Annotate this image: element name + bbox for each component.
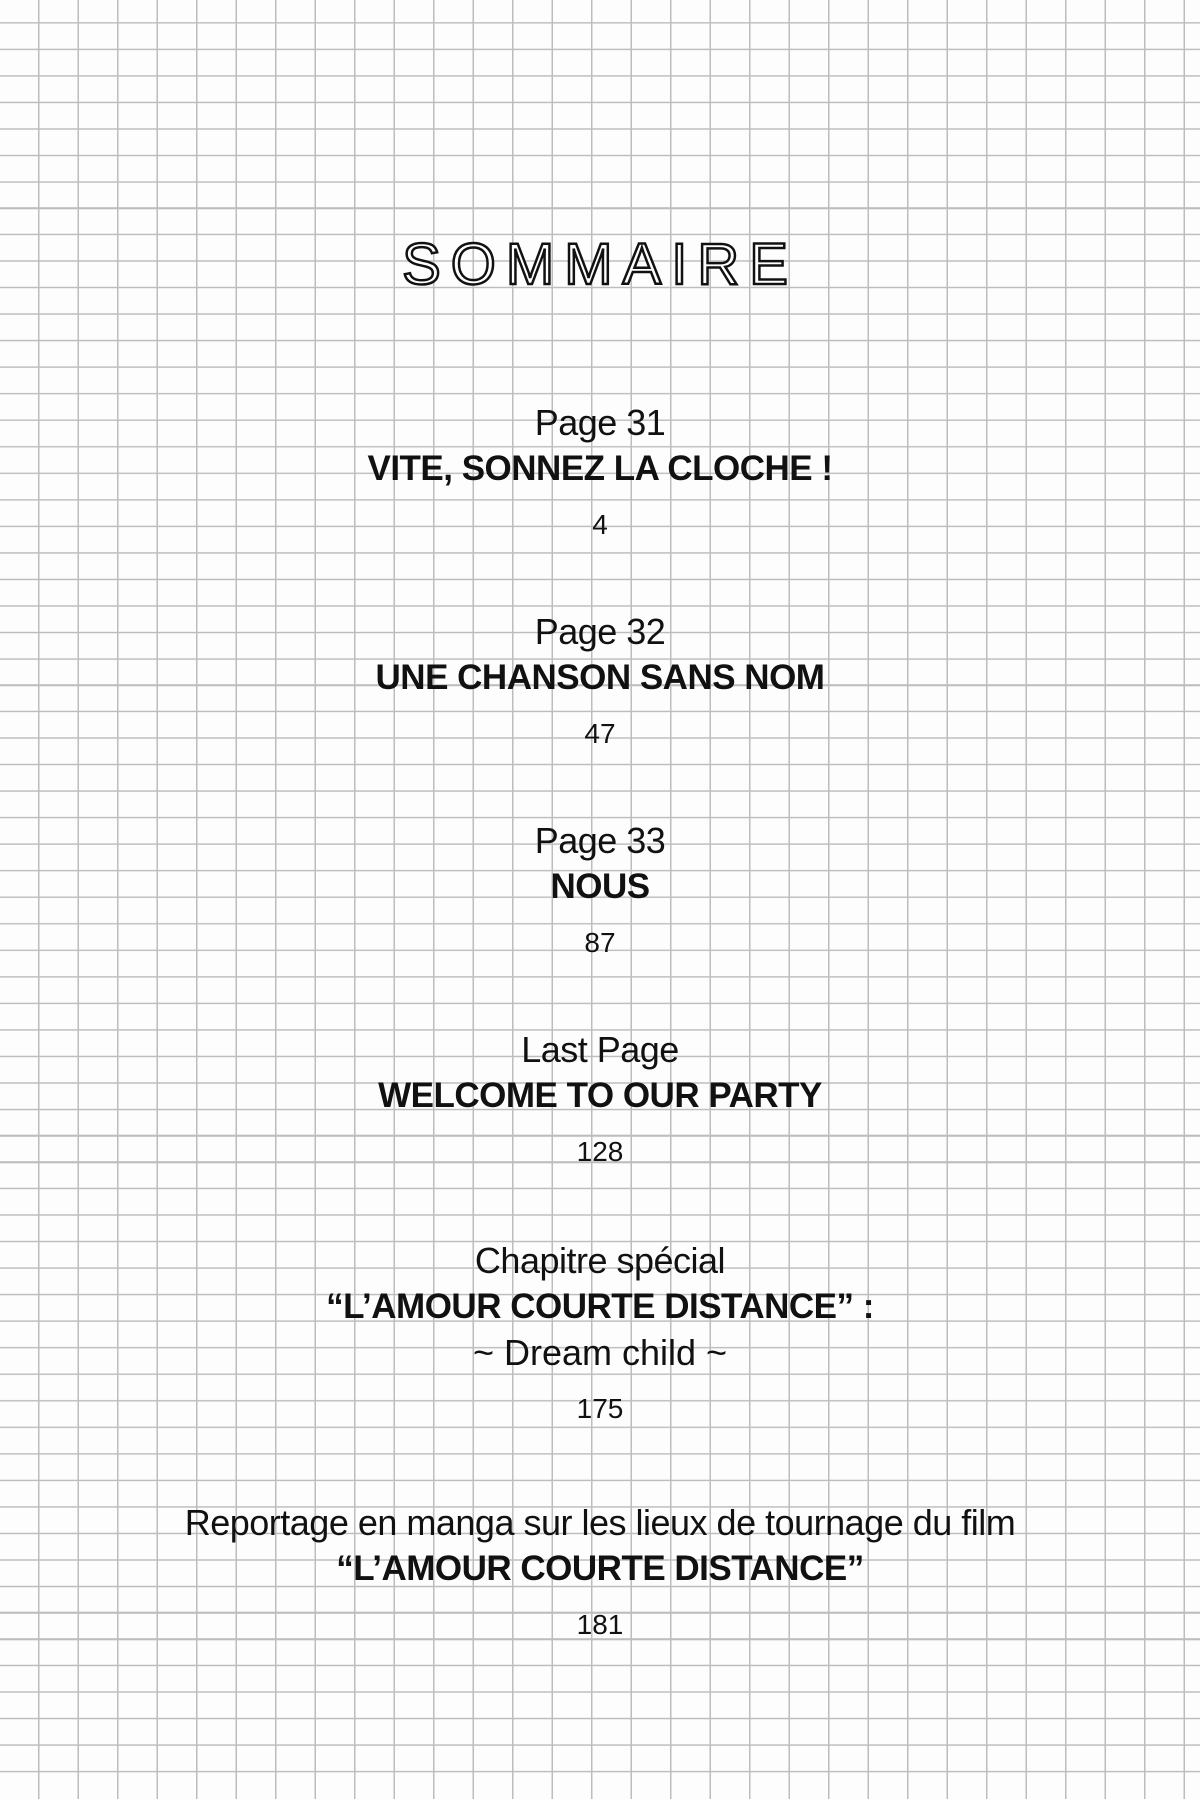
toc-entry-label: Page 32 [534,611,666,652]
toc-entry-page-number: 175 [576,1393,624,1424]
toc-entry-5 [0,1238,1200,1426]
page-title: SOMMAIRE [402,232,798,297]
toc-entry-3 [0,818,1200,960]
toc-entry-2 [0,609,1200,751]
toc-entry-4 [0,1027,1200,1169]
toc-entry-page-number: 128 [576,1136,624,1167]
toc-entry-label: Page 31 [534,402,666,443]
toc-entry-label: Page 33 [534,820,666,861]
toc-entry-1 [0,400,1200,542]
toc-entry-subtitle: ~ Dream child ~ [472,1332,728,1373]
toc-entry-label: Reportage en manga sur les lieux de tournage du film [184,1502,1016,1543]
toc-entry-page-number: 4 [592,509,608,540]
toc-entry-6 [0,1500,1200,1642]
toc-entry-title: VITE, SONNEZ LA CLOCHE ! [367,449,833,488]
toc-entry-title: “L’AMOUR COURTE DISTANCE” : [326,1287,874,1326]
toc-entry-title: “L’AMOUR COURTE DISTANCE” [336,1549,864,1588]
toc-entry-title: NOUS [550,867,650,906]
toc-entry-page-number: 181 [576,1609,624,1640]
toc-entry-page-number: 47 [584,718,616,749]
toc-entry-page-number: 87 [584,927,616,958]
toc-entry-label: Last Page [521,1029,679,1070]
toc-entry-title: UNE CHANSON SANS NOM [375,658,825,697]
toc-entry-label: Chapitre spécial [474,1240,726,1281]
toc-entry-title: WELCOME TO OUR PARTY [378,1076,822,1115]
